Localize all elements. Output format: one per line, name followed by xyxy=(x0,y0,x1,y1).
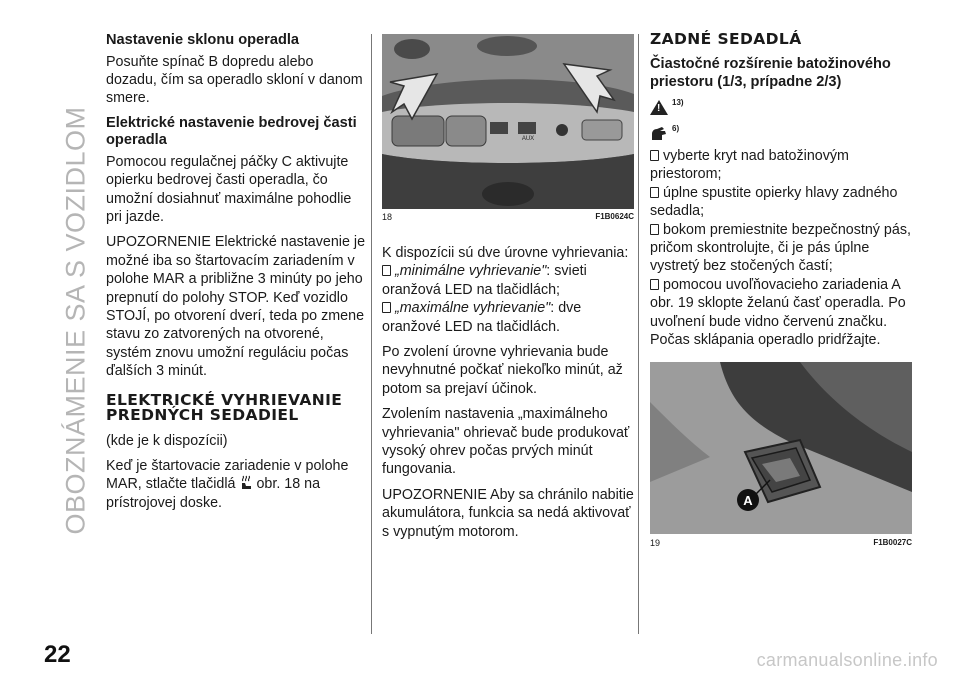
paragraph: Po zvolení úrovne vyhrievania bude nevyhnutné počkať niekoľko minút, až potom sa prejaví účinok. xyxy=(382,344,623,397)
bullet-item: úplne spustite opierky hlavy zadného sedadla; xyxy=(650,184,898,220)
bullet-item: „minimálne vyhrievanie": svieti oranžová LED na tlačidlách; xyxy=(382,263,587,298)
heading-lumbar: Elektrické nastavenie bedrovej časti operadla xyxy=(106,114,357,149)
page-number: 22 xyxy=(44,641,71,668)
bullet-item: „maximálne vyhrievanie": dve oranžové LED na tlačidlách. xyxy=(382,300,582,335)
aux-label: AUX xyxy=(521,136,535,142)
figure-18-caption: 18 F1B0624C xyxy=(382,212,634,222)
warning-icon xyxy=(650,100,668,115)
figure-label-a: A xyxy=(743,493,753,508)
bullet-icon xyxy=(382,302,391,313)
figure-19-image xyxy=(650,362,912,534)
seat-heater-icon xyxy=(240,475,253,490)
paragraph: Posuňte spínač B dopredu alebo dozadu, čím sa operadlo skloní v danom smere. xyxy=(106,53,363,107)
column-right xyxy=(650,32,912,356)
watermark: carmanualsonline.info xyxy=(756,650,938,670)
heading-backrest-tilt: Nastavenie sklonu operadla xyxy=(106,32,300,48)
bullet-icon xyxy=(650,187,659,198)
paragraph-note: UPOZORNENIE Elektrické nastavenie je možné iba so štartovacím zariadením v polohe MAR a približne 3 minúty po jeho prepnutí do polohy STOP. Keď vozidlo STOJÍ, po otvorení dverí, teda po zmene stavu zo zatvorených na otvorené, systém znovu umožní reguláciu počas ďalších 3 minút. xyxy=(106,234,366,380)
bullet-icon xyxy=(382,265,391,276)
bullet-icon xyxy=(650,279,659,290)
column-left xyxy=(106,32,368,519)
paragraph-note: UPOZORNENIE Aby sa chránilo nabitie akumulátora, funkcia sa nedá aktivovať s vypnutým motorom. xyxy=(382,486,634,540)
column-middle xyxy=(382,244,634,548)
caution-ref: 6) xyxy=(650,121,912,141)
bullet-item: bokom premiestnite bezpečnostný pás, pričom skontrolujte, či je pás úplne vystretý bez stočených častí; xyxy=(650,221,911,275)
section-rear-seats: ZADNÉ SEDADLÁ xyxy=(650,30,802,48)
bullet-icon xyxy=(650,150,659,161)
section-heating: ELEKTRICKÉ VYHRIEVANIE PREDNÝCH SEDADIEL xyxy=(106,390,343,424)
paragraph: K dispozícii sú dve úrovne vyhrievania: xyxy=(382,245,629,261)
caution-hand-icon xyxy=(650,125,668,141)
paragraph: Keď je štartovacie zariadenie v polohe MAR, stlačte tlačidlá obr. 18 na prístrojovej doske. xyxy=(106,458,349,511)
figure-19-caption: 19 F1B0027C xyxy=(650,538,912,548)
bullet-icon xyxy=(650,224,659,235)
paragraph: Zvolením nastavenia „maximálneho vyhrievania" ohrievač bude produkovať vysoký ohrev počas prvých minút fungovania. xyxy=(382,406,630,478)
column-divider xyxy=(638,34,639,634)
warning-ref: ! 13) xyxy=(650,95,912,115)
bullet-item: vyberte kryt nad batožinovým priestorom; xyxy=(650,148,849,183)
figure-18-image xyxy=(382,34,634,209)
paragraph: (kde je k dispozícii) xyxy=(106,432,228,449)
column-divider xyxy=(371,34,372,634)
chapter-side-title: OBOZNÁMENIE SA S VOZIDLOM xyxy=(60,105,91,535)
heading-trunk-extension: Čiastočné rozšírenie batožinového priestoru (1/3, prípadne 2/3) xyxy=(650,56,891,90)
bullet-item: pomocou uvoľňovacieho zariadenia A obr. 19 sklopte želanú časť operadla. Po uvoľnení bude vidno červenú značku. Počas sklápania operadlo pridŕžajte. xyxy=(650,276,906,349)
paragraph: Pomocou regulačnej páčky C aktivujte opierku bedrovej časti operadla, čo umožní dosiahnuť maximálne pohodlie pri jazde. xyxy=(106,153,352,225)
